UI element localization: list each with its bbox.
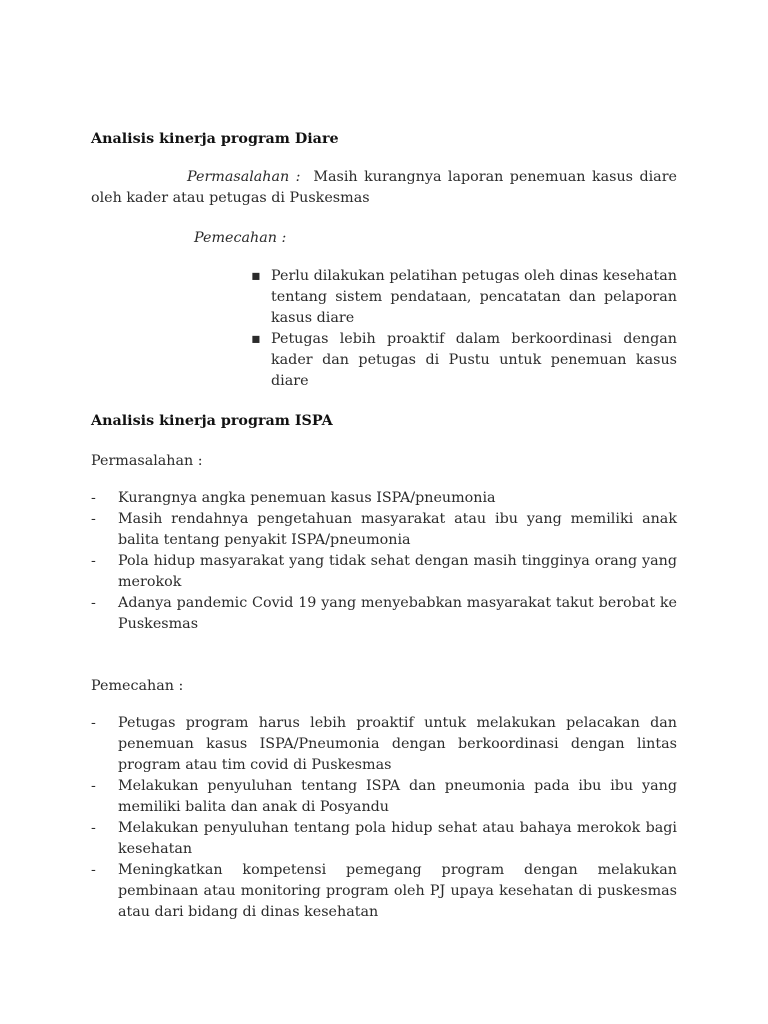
- ispa-problems: [91, 488, 677, 635]
- list-item: - Adanya pandemic Covid 19 yang menyebabkan masyarakat takut berobat ke Puskesmas: [91, 595, 677, 632]
- problem-label: Permasalahan :: [187, 169, 301, 185]
- list-item: - Melakukan penyuluhan tentang pola hidup sehat atau bahaya merokok bagi kesehatan: [91, 820, 677, 857]
- problem-text: Masih kurangnya laporan penemuan kasus diare oleh kader atau petugas di Puskesmas: [91, 169, 677, 206]
- ispa-solutions: [91, 713, 677, 923]
- ispa-title: Analisis kinerja program ISPA: [91, 413, 333, 429]
- list-item: - Melakukan penyuluhan tentang ISPA dan pneumonia pada ibu ibu yang memiliki balita dan anak di Posyandu: [91, 778, 677, 815]
- list-item: - Masih rendahnya pengetahuan masyarakat atau ibu yang memiliki anak balita tentang penyakit ISPA/pneumonia: [91, 511, 677, 548]
- diare-solutions: [251, 266, 677, 392]
- diare-title: Analisis kinerja program Diare: [91, 131, 339, 147]
- list-item: - Pola hidup masyarakat yang tidak sehat dengan masih tingginya orang yang merokok: [91, 553, 677, 590]
- ispa-problem-label: Permasalahan :: [91, 453, 203, 469]
- list-item: ▪ Perlu dilakukan pelatihan petugas oleh dinas kesehatan tentang sistem pendataan, pencatatan dan pelaporan kasus diare: [251, 268, 677, 326]
- list-item: - Kurangnya angka penemuan kasus ISPA/pneumonia: [91, 490, 496, 506]
- list-item: ▪ Petugas lebih proaktif dalam berkoordinasi dengan kader dan petugas di Pustu untuk penemuan kasus diare: [251, 331, 677, 389]
- list-item: - Petugas program harus lebih proaktif untuk melakukan pelacakan dan penemuan kasus ISPA/Pneumonia dengan berkoordinasi dengan lintas program atau tim covid di Puskesmas: [91, 715, 677, 773]
- list-item: - Meningkatkan kompetensi pemegang program dengan melakukan pembinaan atau monitoring program oleh PJ upaya kesehatan di puskesmas atau dari bidang di dinas kesehatan: [91, 862, 677, 920]
- diare-solution-label: Pemecahan :: [194, 230, 287, 246]
- ispa-solution-label: Pemecahan :: [91, 678, 184, 694]
- diare-problem: [91, 167, 677, 209]
